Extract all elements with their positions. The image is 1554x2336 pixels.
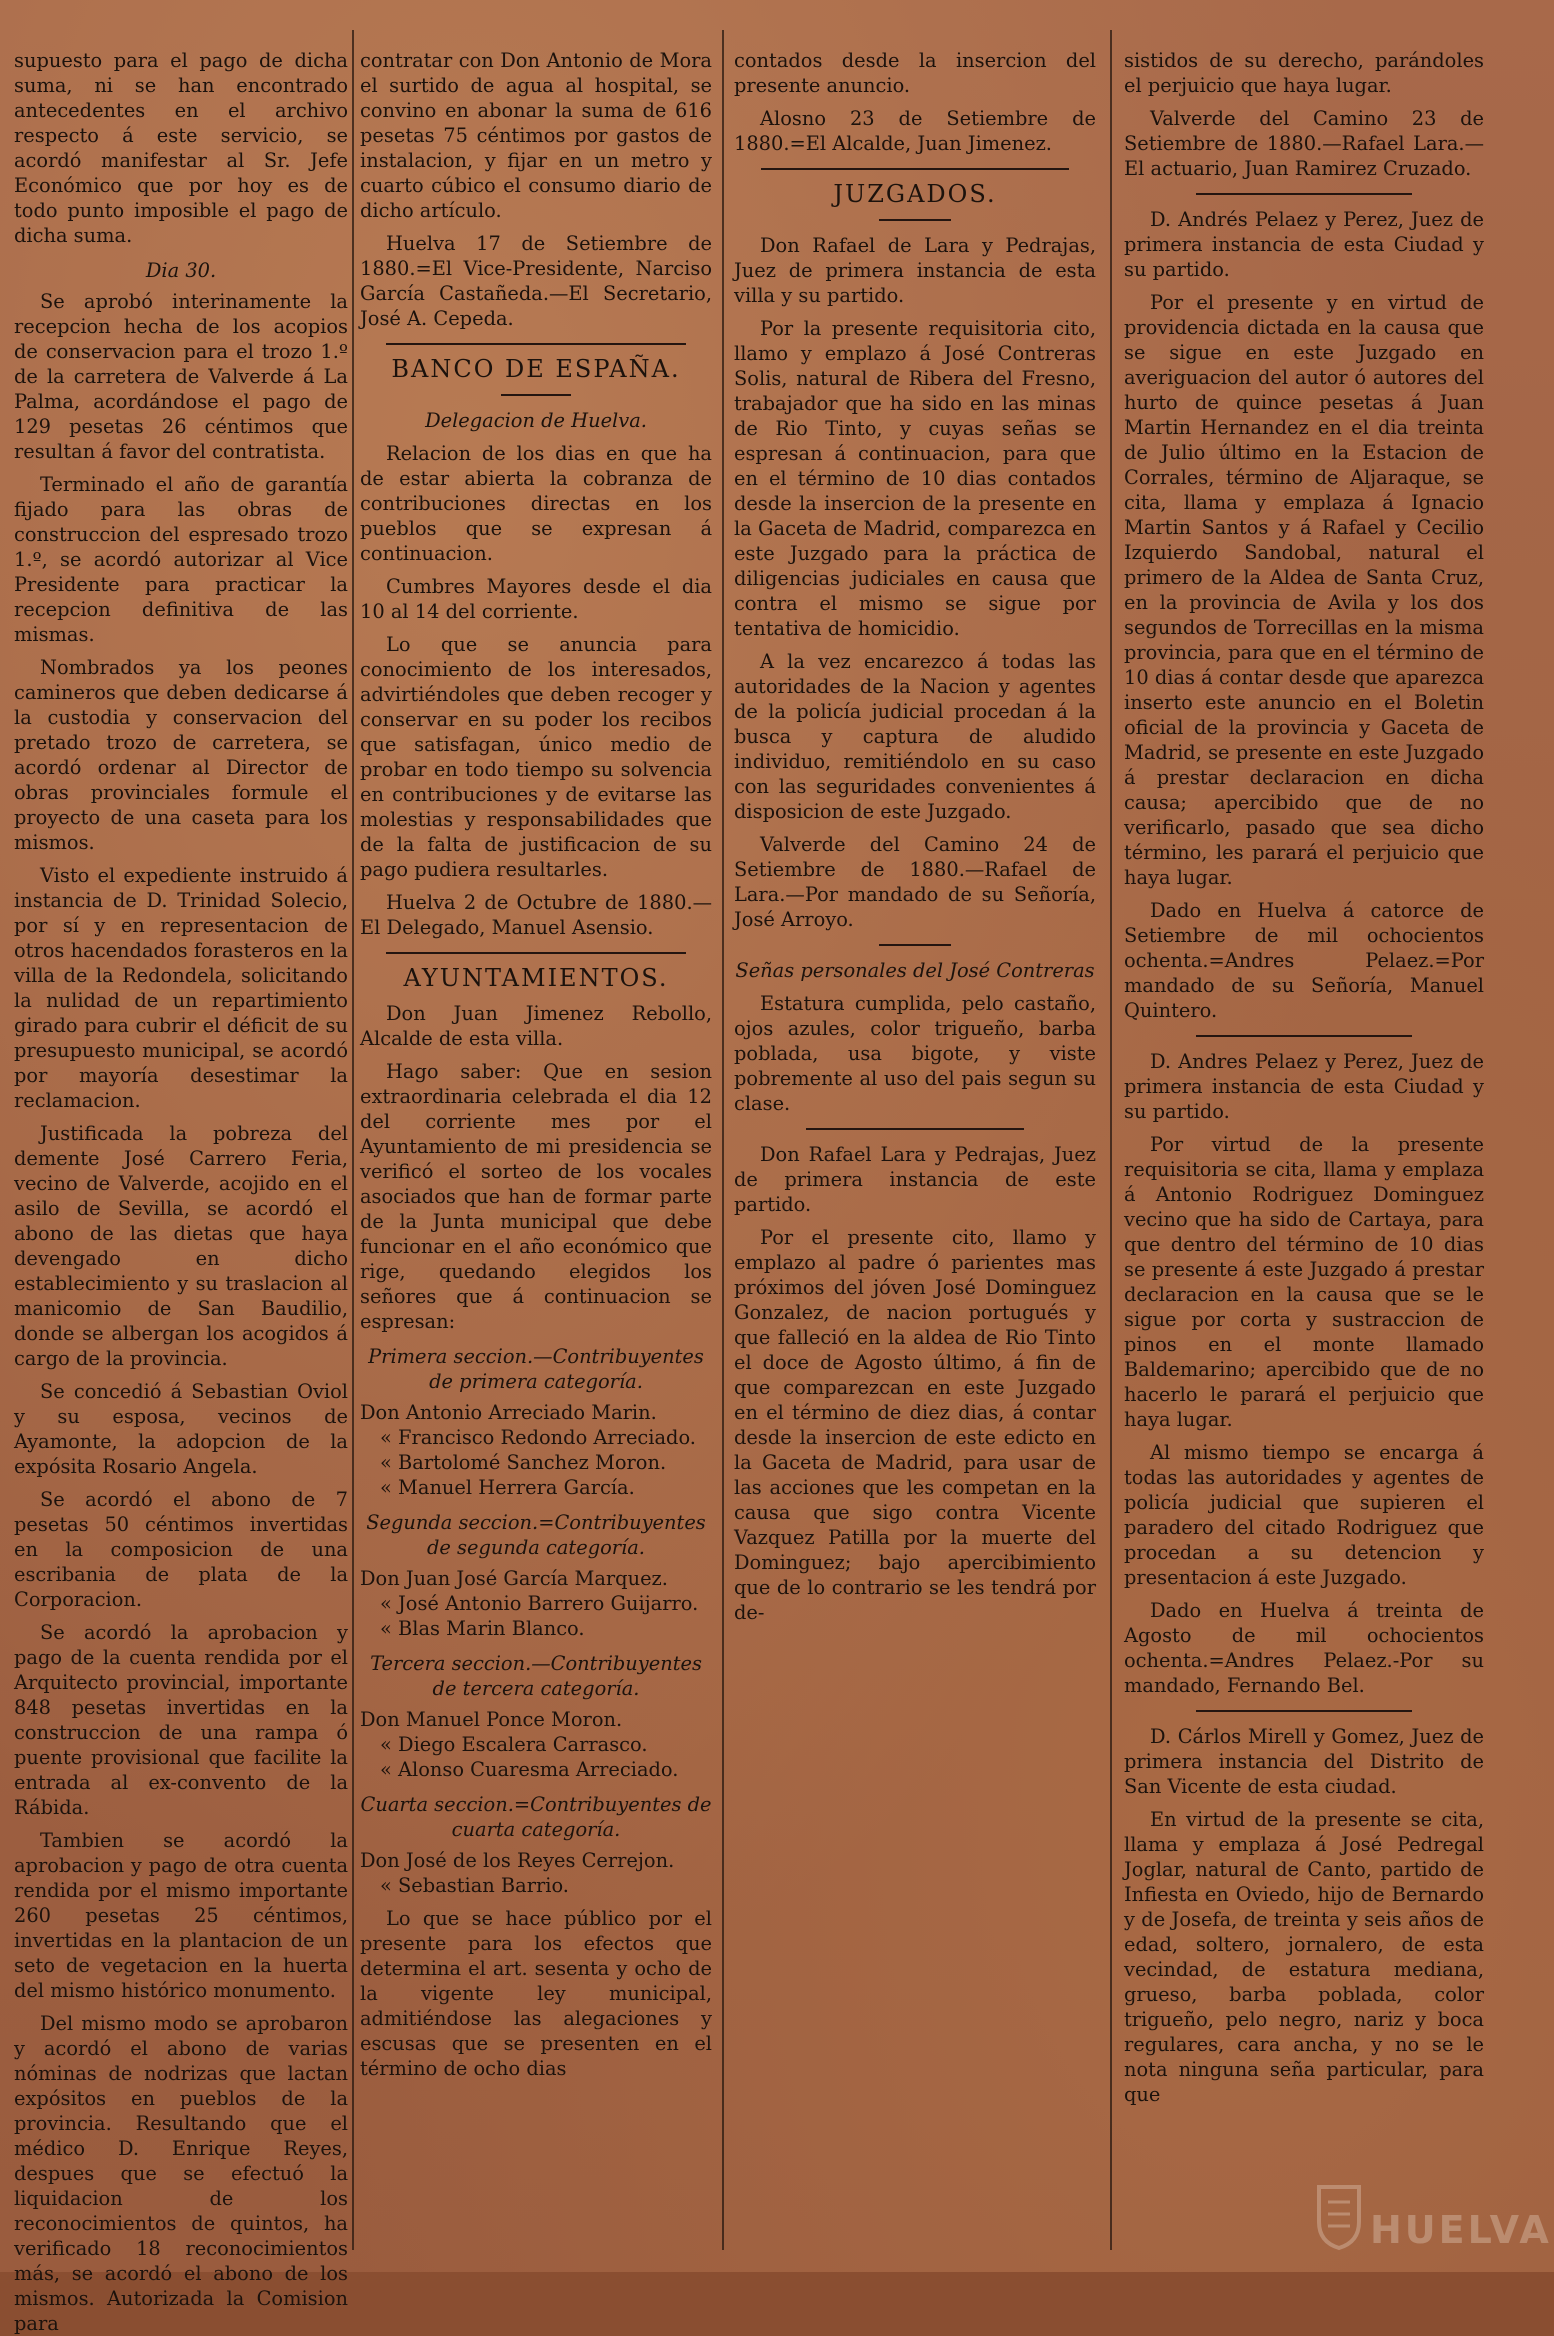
- list-item: « José Antonio Barrero Guijarro.: [380, 1592, 699, 1615]
- paragraph: Don Rafael Lara y Pedrajas, Juez de primera instancia de este partido.: [734, 1143, 1096, 1216]
- name-list: [360, 1848, 712, 1898]
- subheading: Primera seccion.—Contribuyentes de primera categoría.: [368, 1345, 704, 1393]
- list-item: « Manuel Herrera García.: [380, 1476, 635, 1499]
- paragraph: supuesto para el pago de dicha suma, ni se han encontrado antecedentes en el archivo respecto á este servicio, se acordó manifestar al Sr. Jefe Económico que por hoy es de todo punto imposible el pago de dicha suma.: [14, 49, 348, 247]
- column-3: [734, 48, 1096, 2248]
- signature-line: Dado en Huelva á treinta de Agosto de mil ochocientos ochenta.=Andres Pelaez.-Por su mandado, Fernando Bel.: [1124, 1599, 1484, 1697]
- shield-icon: [1314, 2182, 1364, 2252]
- paragraph: En virtud de la presente se cita, llama y emplaza á José Pedregal Joglar, natural de Canto, partido de Infiesta en Oviedo, hijo de Bernardo y de Josefa, de treinta y seis años de edad, soltero, jornalero, de esta vecindad, de estatura mediana, grueso, barba poblada, color trigueño, pelo negro, nariz y boca regulares, cara ancha, y no se le nota ninguna seña particular, para que: [1124, 1808, 1484, 2106]
- paragraph: Terminado el año de garantía fijado para las obras de construccion del espresado trozo 1.º, se acordó autorizar al Vice Presidente para practicar la recepcion definitiva de las mismas.: [14, 473, 348, 646]
- paragraph: Se acordó el abono de 7 pesetas 50 céntimos invertidas en la composicion de una escribania de plata de la Corporacion.: [14, 1488, 348, 1611]
- paragraph: Lo que se hace público por el presente para los efectos que determina el art. sesenta y ocho de la vigente ley municipal, admitiéndose las alegaciones y escusas que se presenten en el término de ocho dias: [360, 1907, 712, 2080]
- paragraph: Don Rafael de Lara y Pedrajas, Juez de primera instancia de esta villa y su partido.: [734, 234, 1096, 307]
- section-rule: [806, 1128, 1023, 1130]
- section-rule: [1196, 193, 1412, 195]
- subheading: Segunda seccion.=Contribuyentes de segunda categoría.: [366, 1511, 706, 1559]
- paragraph: D. Cárlos Mirell y Gomez, Juez de primera instancia del Distrito de San Vicente de esta ciudad.: [1124, 1725, 1484, 1798]
- paragraph: Hago saber: Que en sesion extraordinaria celebrada el dia 12 del corriente mes por el Ayuntamiento de mi presidencia se verificó el sorteo de los vocales asociados que han de formar parte de la Junta municipal que debe funcionar en el año económico que rige, quedando elegidos los señores que á continuacion se espresan:: [360, 1060, 712, 1333]
- paragraph: contratar con Don Antonio de Mora el surtido de agua al hospital, se convino en abonar la suma de 616 pesetas 75 céntimos por gastos de instalacion, y fijar en un metro y cuarto cúbico el consumo diario de dicho artículo.: [360, 49, 712, 222]
- paragraph: sistidos de su derecho, parándoles el perjuicio que haya lugar.: [1124, 49, 1484, 97]
- section-rule: [386, 952, 685, 954]
- column-2: [360, 48, 712, 2248]
- ornament-rule: [501, 394, 571, 396]
- list-item: Don José de los Reyes Cerrejon.: [360, 1849, 675, 1872]
- paragraph: Por el presente cito, llamo y emplazo al padre ó parientes mas próximos del jóven José Dominguez Gonzalez, de nacion portugués y que falleció en la aldea de Rio Tinto el doce de Agosto último, á fin de que comparezcan en este Juzgado en el término de diez dias, á contar desde la insercion de este edicto en la Gaceta de Madrid, para usar de las acciones que les competan en la causa que sigo contra Vicente Vazquez Patilla por la muerte del Dominguez; bajo apercibimiento que de lo contrario se les tendrá por de-: [734, 1226, 1096, 1624]
- list-item: « Francisco Redondo Arreciado.: [380, 1426, 696, 1449]
- column-rule: [1110, 30, 1112, 2250]
- paragraph: A la vez encarezco á todas las autoridades de la Nacion y agentes de la policía judicial procedan á la busca y captura de aludido individuo, remitiéndolo en su caso con las seguridades convenientes á disposicion de este Juzgado.: [734, 650, 1096, 823]
- column-rule: [352, 30, 354, 2250]
- paragraph: Relacion de los dias en que ha de estar abierta la cobranza de contribuciones directas en los pueblos que se expresan á continuacion.: [360, 442, 712, 565]
- list-item: Don Juan José García Marquez.: [360, 1567, 668, 1590]
- section-rule: [1196, 1710, 1412, 1712]
- paragraph: D. Andres Pelaez y Perez, Juez de primera instancia de esta Ciudad y su partido.: [1124, 1050, 1484, 1123]
- section-rule: [1196, 1035, 1412, 1037]
- list-item: Don Manuel Ponce Moron.: [360, 1708, 623, 1731]
- section-heading: JUZGADOS.: [833, 180, 997, 208]
- list-item: « Sebastian Barrio.: [380, 1874, 569, 1897]
- list-item: « Blas Marin Blanco.: [380, 1617, 585, 1640]
- paragraph: Don Juan Jimenez Rebollo, Alcalde de esta villa.: [360, 1002, 712, 1050]
- column-1: [14, 48, 348, 2335]
- paragraph: Del mismo modo se aprobaron y acordó el abono de varias nóminas de nodrizas que lactan expósitos en pueblos de la provincia. Resultando que el médico D. Enrique Reyes, despues que se efectuó la liquidacion de los reconocimientos de quintos, ha verificado 18 reconocimientos más, se acordó el abono de los mismos. Autorizada la Comision para: [14, 2012, 348, 2335]
- column-rule: [722, 30, 724, 2250]
- paragraph: Se concedió á Sebastian Oviol y su esposa, vecinos de Ayamonte, la adopcion de la expósita Rosario Angela.: [14, 1380, 348, 1478]
- paragraph: Estatura cumplida, pelo castaño, ojos azules, color trigueño, barba poblada, usa bigote, y viste pobremente al uso del pais segun su clase.: [734, 992, 1096, 1115]
- section-heading: AYUNTAMIENTOS.: [403, 964, 669, 992]
- list-item: « Bartolomé Sanchez Moron.: [380, 1451, 667, 1474]
- paragraph: Por la presente requisitoria cito, llamo y emplazo á José Contreras Solis, natural de Ribera del Fresno, trabajador que ha sido en las minas de Rio Tinto, y cuyas señas se espresan á continuacion, para que en el término de 10 dias contados desde la insercion de la presente en la Gaceta de Madrid, comparezca en este Juzgado para la práctica de diligencias judiciales en causa que contra el mismo se sigue por tentativa de homicidio.: [734, 317, 1096, 640]
- signature-line: Dado en Huelva á catorce de Setiembre de mil ochocientos ochenta.=Andres Pelaez.=Por mandado de su Señoría, Manuel Quintero.: [1124, 899, 1484, 1022]
- paragraph: Al mismo tiempo se encarga á todas las autoridades y agentes de policía judicial que supieren el paradero del citado Rodriguez que procedan a su detencion y presentacion á este Juzgado.: [1124, 1441, 1484, 1589]
- signature-line: Alosno 23 de Setiembre de 1880.=El Alcalde, Juan Jimenez.: [734, 107, 1096, 155]
- paragraph: D. Andrés Pelaez y Perez, Juez de primera instancia de esta Ciudad y su partido.: [1124, 208, 1484, 281]
- paragraph: Justificada la pobreza del demente José Carrero Feria, vecino de Valverde, acojido en el asilo de Sevilla, se acordó el abono de las dietas que haya devengado en dicho establecimiento y su traslacion al manicomio de San Baudilio, donde se albergan los acogidos á cargo de la provincia.: [14, 1122, 348, 1370]
- subheading: Tercera seccion.—Contribuyentes de tercera categoría.: [370, 1652, 702, 1700]
- signature-line: Huelva 2 de Octubre de 1880.—El Delegado, Manuel Asensio.: [360, 891, 712, 939]
- paragraph: Nombrados ya los peones camineros que deben dedicarse á la custodia y conservacion del pretado trozo de carretera, se acordó ordenar al Director de obras provinciales formule el proyecto de una caseta para los mismos.: [14, 656, 348, 854]
- paragraph: contados desde la insercion del presente anuncio.: [734, 49, 1096, 97]
- subheading: Señas personales del José Contreras: [735, 959, 1095, 982]
- ornament-rule: [879, 219, 951, 221]
- signature-line: Valverde del Camino 24 de Setiembre de 1880.—Rafael de Lara.—Por mandado de su Señoría, José Arroyo.: [734, 833, 1096, 931]
- name-list: [360, 1707, 712, 1782]
- paragraph: Cumbres Mayores desde el dia 10 al 14 del corriente.: [360, 575, 712, 623]
- subheading: Cuarta seccion.=Contribuyentes de cuarta categoría.: [360, 1793, 712, 1841]
- library-watermark: [1310, 2160, 1552, 2260]
- paragraph: Lo que se anuncia para conocimiento de los interesados, advirtiéndoles que deben recoger y conservar en su poder los recibos que satisfagan, único medio de probar en todo tiempo su solvencia en contribuciones y de evitarse las molestias y responsabilidades que de la falta de justificacion de su pago pudiera resultarles.: [360, 633, 712, 881]
- paragraph: Tambien se acordó la aprobacion y pago de otra cuenta rendida por el mismo importante 260 pesetas 25 céntimos, invertidas en la plantacion de un seto de vegetacion en la huerta del mismo histórico monumento.: [14, 1829, 348, 2002]
- name-list: [360, 1400, 712, 1500]
- column-4: [1124, 48, 1484, 2248]
- signature-line: Huelva 17 de Setiembre de 1880.=El Vice-Presidente, Narciso García Castañeda.—El Secretario, José A. Cepeda.: [360, 232, 712, 330]
- list-item: « Alonso Cuaresma Arreciado.: [380, 1758, 679, 1781]
- subheading: Delegacion de Huelva.: [425, 409, 647, 432]
- paragraph: Visto el expediente instruido á instancia de D. Trinidad Solecio, por sí y en representacion de otros hacendados forasteros en la villa de la Redondela, solicitando la nulidad de un repartimiento girado para cubrir el déficit de su presupuesto municipal, se acordó por mayoría desestimar la reclamacion.: [14, 864, 348, 1112]
- day-heading: Dia 30.: [145, 259, 217, 282]
- name-list: [360, 1566, 712, 1641]
- list-item: « Diego Escalera Carrasco.: [380, 1733, 648, 1756]
- section-rule: [386, 343, 685, 345]
- paragraph: Se aprobó interinamente la recepcion hecha de los acopios de conservacion para el trozo 1.º de la carretera de Valverde á La Palma, acordándose el pago de 129 pesetas 26 céntimos que resultan á favor del contratista.: [14, 290, 348, 463]
- paragraph: Se acordó la aprobacion y pago de la cuenta rendida por el Arquitecto provincial, importante 848 pesetas invertidas en la construccion de una rampa ó puente provisional que facilite la entrada al ex-convento de la Rábida.: [14, 1621, 348, 1819]
- section-rule: [761, 168, 1069, 170]
- section-heading: BANCO DE ESPAÑA.: [391, 355, 681, 383]
- paragraph: Por virtud de la presente requisitoria se cita, llama y emplaza á Antonio Rodriguez Dominguez vecino que ha sido de Cartaya, para que dentro del término de 10 dias se presente á este Juzgado á prestar declaracion en la causa que se le sigue por corta y sustraccion de pinos en el monte llamado Baldemarino; apercibido que de no hacerlo le parará el perjuicio que haya lugar.: [1124, 1133, 1484, 1431]
- ornament-rule: [879, 944, 951, 946]
- list-item: Don Antonio Arreciado Marin.: [360, 1401, 657, 1424]
- signature-line: Valverde del Camino 23 de Setiembre de 1880.—Rafael Lara.—El actuario, Juan Ramirez Cruzado.: [1124, 107, 1484, 180]
- watermark-text: HUELVA: [1370, 2208, 1552, 2252]
- paragraph: Por el presente y en virtud de providencia dictada en la causa que se sigue en este Juzgado en averiguacion del autor ó autores del hurto de quince pesetas á Juan Martin Hernandez en el dia treinta de Julio último en la Estacion de Corrales, término de Aljaraque, se cita, llama y emplaza á Ignacio Martin Santos y á Rafael y Cecilio Izquierdo Sandobal, natural el primero de la Aldea de Santa Cruz, en la provincia de Avila y los dos segundos de Torrecillas en la misma provincia, para que en el término de 10 dias á contar desde que aparezca inserto este anuncio en el Boletin oficial de la provincia y Gaceta de Madrid, se presente en este Juzgado á prestar declaracion en dicha causa; apercibido que de no verificarlo, pasado que sea dicho término, les parará el perjuicio que haya lugar.: [1124, 291, 1485, 889]
